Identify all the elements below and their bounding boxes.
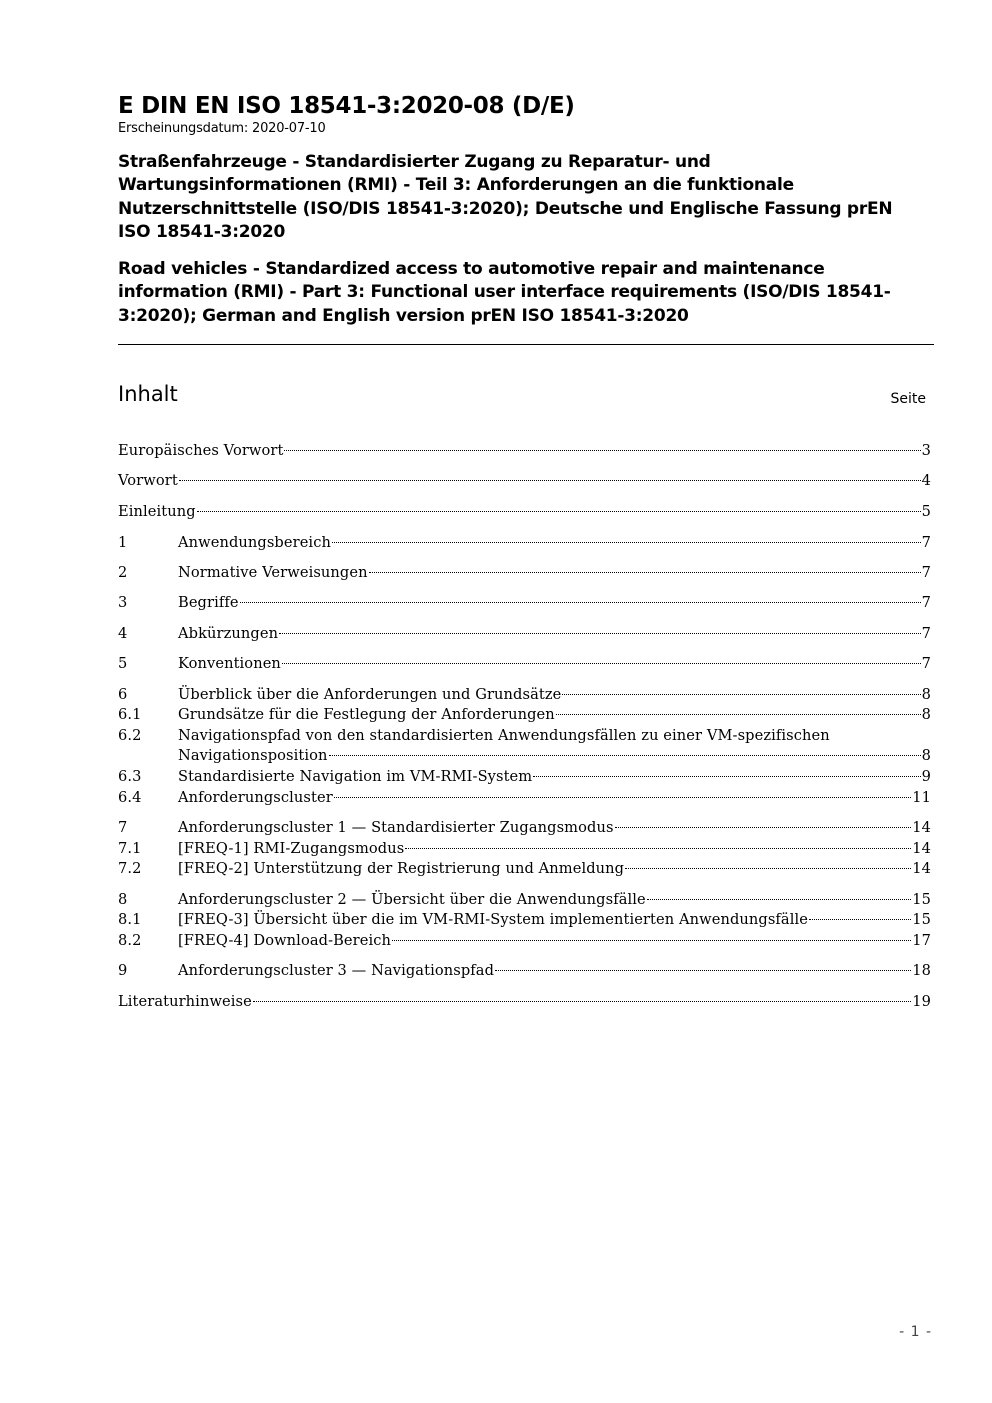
toc-entry-page: 3	[921, 442, 931, 459]
title-german	[118, 151, 934, 244]
title-german-line: ISO 18541-3:2020	[118, 221, 286, 242]
page-number: - 1 -	[899, 1324, 932, 1340]
toc-entry-number: 3	[118, 594, 128, 611]
toc-leader-dots	[562, 694, 920, 695]
toc-entry-title: Anforderungscluster 1 — Standardisierter Zugangsmodus	[178, 819, 614, 836]
header-divider	[118, 344, 934, 345]
toc-entry-title: [FREQ-3] Übersicht über die im VM-RMI-System implementierten Anwendungsfälle	[178, 911, 808, 928]
toc-entry[interactable]	[118, 788, 931, 808]
toc-entry-page: 7	[921, 564, 931, 581]
toc-entry-title: Anforderungscluster 3 — Navigationspfad	[178, 962, 495, 979]
toc-leader-dots	[809, 919, 911, 920]
toc-leader-dots	[240, 602, 921, 603]
toc-entry-title: Anforderungscluster	[178, 789, 333, 806]
toc-entry[interactable]	[118, 593, 931, 613]
toc-entry[interactable]	[118, 767, 931, 787]
toc-entry-continuation	[178, 746, 931, 766]
toc-entry-number: 6.4	[118, 789, 142, 806]
toc-leader-dots	[197, 511, 921, 512]
toc-entry-page: 7	[921, 625, 931, 642]
toc-heading	[118, 382, 926, 412]
toc-entry[interactable]	[118, 471, 931, 491]
toc-leader-dots	[253, 1001, 911, 1002]
toc-entry[interactable]	[118, 502, 931, 522]
toc-title: Inhalt	[118, 382, 178, 406]
toc-leader-dots	[533, 776, 920, 777]
toc-leader-dots	[282, 663, 921, 664]
toc-entry[interactable]	[118, 961, 931, 981]
toc-entry-title: Europäisches Vorwort	[118, 442, 284, 459]
toc-entry[interactable]	[118, 624, 931, 644]
toc-entry-title: Begriffe	[178, 594, 239, 611]
toc-entry-title: [FREQ-4] Download-Bereich	[178, 932, 392, 949]
title-german-line: Wartungsinformationen (RMI) - Teil 3: Anforderungen an die funktionale	[118, 175, 794, 196]
toc-leader-dots	[369, 572, 921, 573]
toc-entry-number: 1	[118, 534, 128, 551]
toc-entry-title: Grundsätze für die Festlegung der Anforderungen	[178, 706, 555, 723]
toc-entry-number: 8.1	[118, 911, 142, 928]
toc-leader-dots	[332, 542, 921, 543]
toc-entry-title: Einleitung	[118, 503, 196, 520]
toc-leader-dots	[647, 899, 911, 900]
toc-entry-page: 11	[912, 789, 931, 806]
publication-date: Erscheinungsdatum: 2020-07-10	[118, 121, 326, 136]
toc-entry-title: Standardisierte Navigation im VM-RMI-System	[178, 768, 533, 785]
toc-leader-dots	[556, 714, 921, 715]
toc-entry-page: 15	[912, 891, 931, 908]
toc-page-label: Seite	[890, 391, 926, 407]
toc-entry[interactable]	[118, 705, 931, 725]
toc-entry-page: 14	[912, 860, 931, 877]
toc-entry-page: 7	[921, 655, 931, 672]
toc-entry[interactable]	[118, 654, 931, 674]
toc-entry[interactable]	[118, 890, 931, 910]
toc-entry-title: Anwendungsbereich	[178, 534, 331, 551]
toc-entry-title: Literaturhinweise	[118, 993, 252, 1010]
toc-entry-number: 7.2	[118, 860, 142, 877]
toc-entry[interactable]	[118, 533, 931, 553]
toc-entry-number: 5	[118, 655, 128, 672]
toc-entry-title: Überblick über die Anforderungen und Grundsätze	[178, 686, 562, 703]
toc-entry[interactable]	[118, 563, 931, 583]
toc-entry[interactable]	[118, 931, 931, 951]
toc-leader-dots	[279, 633, 921, 634]
toc-entry-number: 6.1	[118, 706, 142, 723]
toc-entry[interactable]	[118, 839, 931, 859]
toc-entry-number: 7.1	[118, 840, 142, 857]
toc-entry[interactable]	[118, 992, 931, 1012]
title-english-line: information (RMI) - Part 3: Functional user interface requirements (ISO/DIS 18541-	[118, 282, 891, 303]
toc-leader-dots	[329, 755, 921, 756]
title-english	[118, 258, 934, 328]
toc-leader-dots	[405, 848, 911, 849]
toc-entry-page: 19	[912, 993, 931, 1010]
toc-entry-number: 4	[118, 625, 128, 642]
toc-entry-page: 9	[921, 768, 931, 785]
toc-entry-number: 8.2	[118, 932, 142, 949]
toc-leader-dots	[625, 868, 911, 869]
document-id: E DIN EN ISO 18541-3:2020-08 (D/E)	[118, 93, 575, 119]
title-english-line: 3:2020); German and English version prEN ISO 18541-3:2020	[118, 305, 689, 326]
toc-entry-title: [FREQ-1] RMI-Zugangsmodus	[178, 840, 405, 857]
toc-entry[interactable]	[118, 910, 931, 930]
toc-entry-page: 5	[921, 503, 931, 520]
toc-entry-number: 6.2	[118, 727, 142, 744]
toc-entry[interactable]	[118, 818, 931, 838]
toc-leader-dots	[334, 797, 911, 798]
toc-entry-title: Navigationspfad von den standardisierten Anwendungsfällen zu einer VM-spezifischen	[178, 727, 830, 744]
toc-entry-title: Vorwort	[118, 472, 178, 489]
toc-leader-dots	[179, 480, 921, 481]
title-german-line: Straßenfahrzeuge - Standardisierter Zugang zu Reparatur- und	[118, 152, 711, 172]
document-header	[118, 92, 934, 328]
toc-entry-title: Anforderungscluster 2 — Übersicht über die Anwendungsfälle	[178, 891, 646, 908]
toc-leader-dots	[284, 450, 920, 451]
toc-entry-title: [FREQ-2] Unterstützung der Registrierung und Anmeldung	[178, 860, 625, 877]
toc-entry-page: 8	[921, 747, 931, 764]
toc-entry-number: 6	[118, 686, 128, 703]
toc-leader-dots	[615, 827, 912, 828]
toc-entry-number: 6.3	[118, 768, 142, 785]
toc-entry[interactable]	[118, 685, 931, 705]
toc-entry-page: 18	[912, 962, 931, 979]
toc-entry-page: 7	[921, 534, 931, 551]
toc-entry-page: 8	[921, 686, 931, 703]
toc-entry-title: Abkürzungen	[178, 625, 279, 642]
toc-entry-page: 17	[912, 932, 931, 949]
toc-entry-page: 8	[921, 706, 931, 723]
toc-entry-page: 15	[912, 911, 931, 928]
toc-entry[interactable]	[118, 726, 931, 766]
toc-entry-number: 7	[118, 819, 128, 836]
toc-entry-page: 14	[912, 840, 931, 857]
toc-entry-page: 14	[912, 819, 931, 836]
toc-entry-page: 4	[921, 472, 931, 489]
title-german-line: Nutzerschnittstelle (ISO/DIS 18541-3:2020); Deutsche und Englische Fassung prEN	[118, 198, 893, 219]
toc-entry-page: 7	[921, 594, 931, 611]
toc-entry-number: 9	[118, 962, 128, 979]
toc-entry[interactable]	[118, 859, 931, 879]
title-english-line: Road vehicles - Standardized access to automotive repair and maintenance	[118, 259, 825, 280]
toc-leader-dots	[392, 940, 911, 941]
toc-entry-number: 2	[118, 564, 128, 581]
toc-entry-title: Normative Verweisungen	[178, 564, 368, 581]
toc-entry-title: Konventionen	[178, 655, 281, 672]
toc-leader-dots	[495, 970, 911, 971]
toc-entry-number: 8	[118, 891, 128, 908]
toc-entry[interactable]	[118, 441, 931, 461]
toc-entry-title-continued: Navigationsposition	[178, 747, 328, 764]
